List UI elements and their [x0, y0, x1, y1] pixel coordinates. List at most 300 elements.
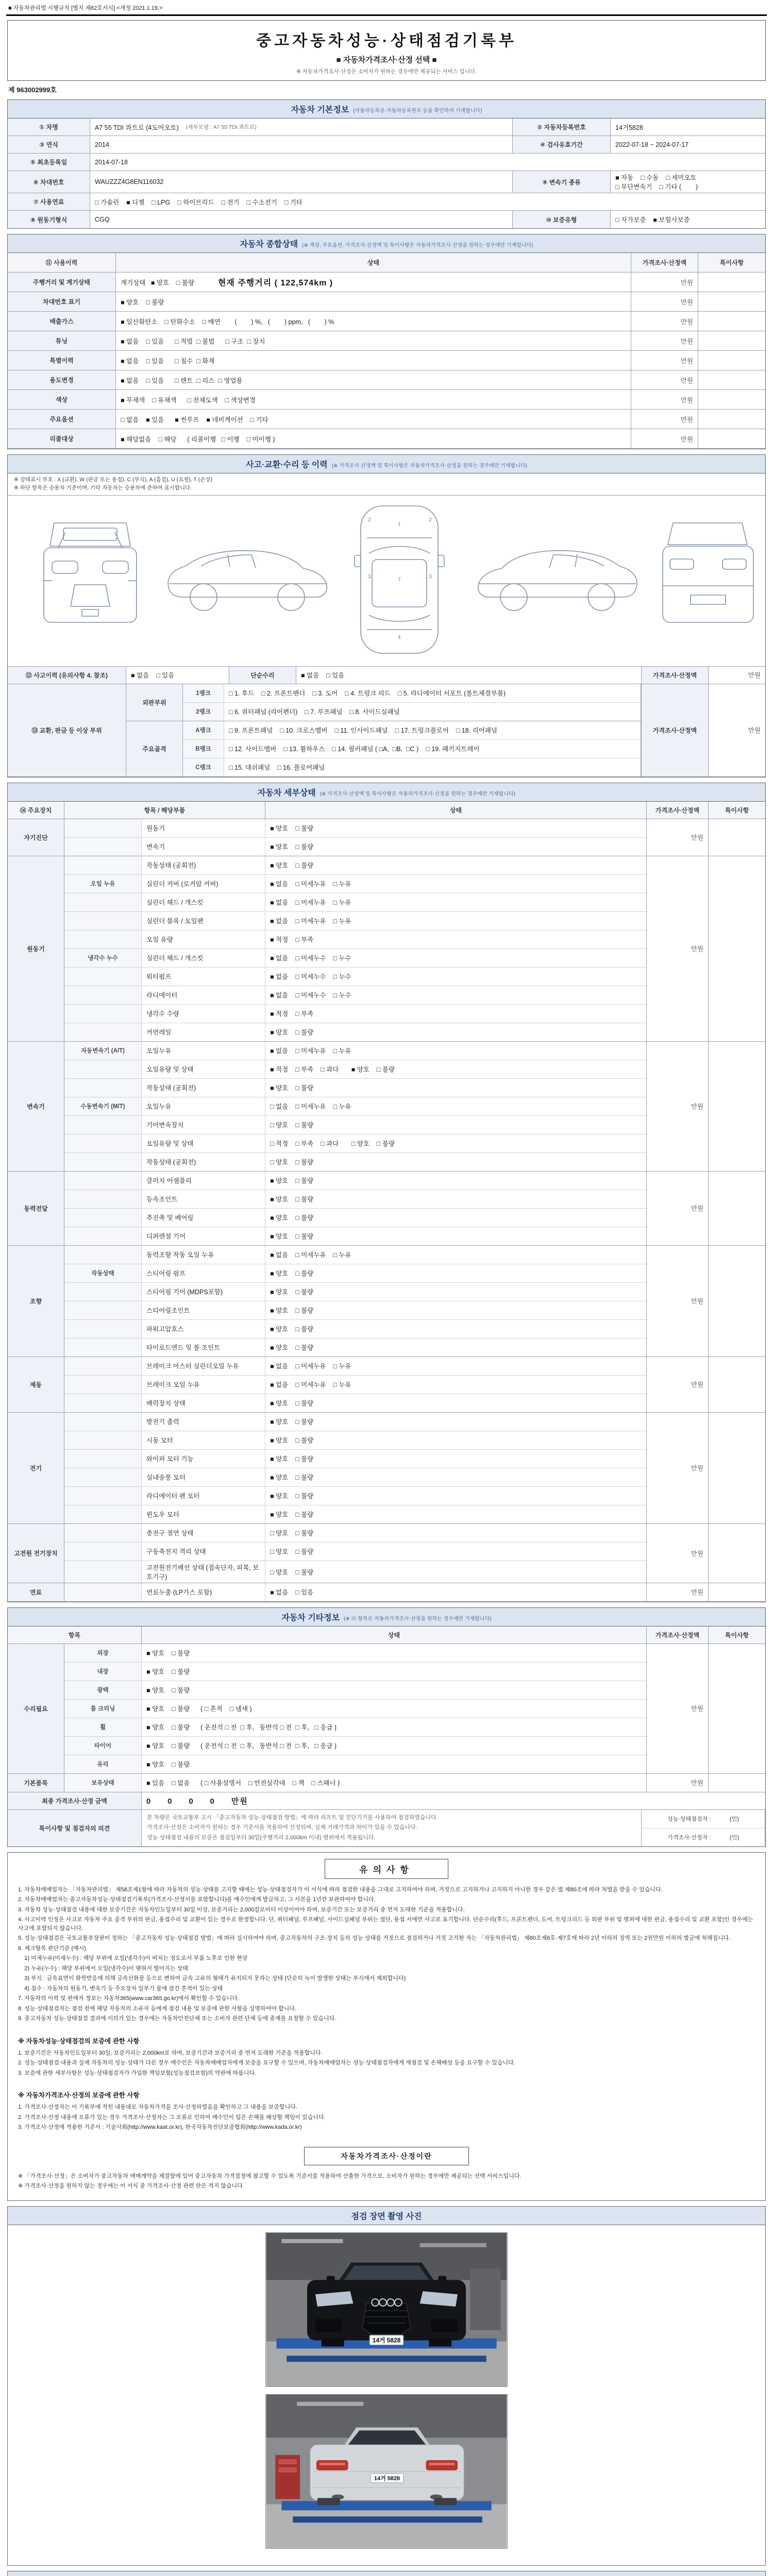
- final-price-row: [8, 1792, 765, 1810]
- status-cell[interactable]: [116, 331, 631, 350]
- price-cell: 만원: [631, 370, 698, 389]
- status-checkboxes[interactable]: ■ 없음 □ 있음: [270, 1589, 314, 1596]
- status-checkboxes[interactable]: □ 적정 □ 부족 □ 과다 □ 양호 □ 불량: [270, 1140, 395, 1147]
- note-cell: [698, 273, 765, 292]
- inspection-photo-front: [265, 2232, 508, 2387]
- table-row: [8, 193, 765, 211]
- status-checkboxes[interactable]: ■ 양호 □ 불량: [270, 1493, 314, 1500]
- status-checkboxes[interactable]: ■ 양호 □ 불량 ( 운전석 □ 전 □ 후, 동반석 □ 전 □ 후, □ 응급 ): [146, 1742, 337, 1750]
- field-label-vin: ⑥ 차대번호: [8, 171, 90, 193]
- cell-item-label: 변속기: [142, 838, 265, 856]
- car-name-text: A7 55 TDI 콰트로 (4도어오토): [95, 124, 179, 131]
- cell-item-label: 냉각수 수량: [142, 1005, 265, 1023]
- price-cell: 만원: [631, 410, 698, 429]
- status-checkboxes[interactable]: ■ 양호 □ 불량: [270, 1344, 314, 1351]
- accident-label: ⑫ 사고이력 (유의사항 4. 참조): [8, 667, 126, 684]
- note-cell: [698, 370, 765, 389]
- top-rule: [6, 14, 767, 16]
- cell-subgroup: [64, 1153, 142, 1171]
- rank-items-checkboxes[interactable]: □ 9. 프론트패널 □ 10. 크로스멤버 □ 11. 인사이드패널 □ 17. 트렁크플로어 □ 18. 리어패널: [229, 727, 498, 734]
- rank-row: [183, 703, 641, 721]
- col-header-status: 상태: [265, 802, 647, 819]
- svg-text:2: 2: [368, 517, 371, 523]
- category-label: 제동: [8, 1357, 64, 1412]
- cell-item-label: 와이퍼 모터 기능: [142, 1450, 265, 1468]
- etc-row: [64, 1681, 646, 1700]
- status-checkboxes[interactable]: ■ 없음 □ 미세누수 □ 누수: [270, 973, 351, 980]
- detail-row: [64, 1413, 646, 1431]
- detail-row: [64, 1561, 646, 1583]
- detail-row: [64, 1023, 646, 1041]
- cell-item-label: 실린더 블록 / 오일팬: [142, 912, 265, 930]
- page-title: 중고자동차성능·상태점검기록부: [256, 32, 517, 49]
- legend-line-1: ※ 상태표시 부호 : X (교환), W (판금 또는 용접), C (부식), A (흠집), U (요철), T (손상): [14, 477, 212, 483]
- price-cell: 만원: [647, 856, 709, 1041]
- section-title-text: 사고·교환·수리 등 이력: [246, 461, 328, 469]
- status-checkboxes[interactable]: ■ 양호 □ 불량: [270, 1418, 314, 1426]
- status-checkboxes[interactable]: ■ 없음 □ 미세누유 □ 누유: [270, 918, 351, 925]
- cell-subgroup: [64, 1227, 142, 1245]
- table-row: [8, 410, 765, 429]
- cell-subgroup: [64, 1524, 142, 1542]
- price-cell: 만원: [631, 390, 698, 409]
- notice-items: [8, 1883, 765, 2030]
- price-warranty-items: [8, 2100, 765, 2139]
- section-title-note: (※ 색상, 주요옵션, 가격조사·산정액 및 특이사항은 자동차가격조사·산정을 원하는 경우에만 기재합니다): [302, 243, 533, 248]
- cell-item-label: 오일유량 및 상태: [142, 1134, 265, 1153]
- cell-item-label: 브레이크 마스터 실린더오일 누유: [142, 1357, 265, 1375]
- category-rows: [64, 1042, 647, 1171]
- cell-subgroup: [64, 930, 142, 948]
- category-label: 변속기: [8, 1042, 64, 1171]
- cell-item-label: 실린더 헤드 / 개스킷: [142, 949, 265, 967]
- table-header-row: [8, 802, 765, 819]
- table-row: [8, 273, 765, 292]
- status-checkboxes[interactable]: □ 양호 □ 불량: [270, 1548, 314, 1555]
- cell-item-label: 오일누유: [142, 1042, 265, 1060]
- status-checkboxes[interactable]: ■ 해당없음 □ 해당 ( 리콜이행 □ 이행 □ 미이행 ): [121, 435, 275, 443]
- definition-line: ※ 「가격조사·산정」은 소비자가 중고자동차 매매계약을 체결함에 있어 중고자동차 가격결정에 참고할 수 있도록 기준서를 적용하여 산출한 가격으로, 소비자가 원하는 경우에만 제공되는 선택 서비스입니다.: [18, 2173, 522, 2179]
- status-checkboxes[interactable]: □ 없음 □ 미세누유 □ 누유: [270, 1103, 351, 1110]
- frame-group-label: 주요골격: [126, 721, 183, 776]
- notice-item: 1. 보증기간은 자동차인도일부터 30일, 보증거리는 2,000km로 하며, 보증기간과 보증거리 중 먼저 도래한 기준을 적용합니다.: [18, 2049, 323, 2056]
- table-row: [8, 154, 765, 171]
- row-label: 주행거리 및 계기상태: [8, 273, 116, 292]
- note-cell: [698, 429, 765, 448]
- status-checkboxes[interactable]: ■ 없음 □ 미세누수 □ 누수: [270, 955, 351, 962]
- detail-row: [64, 1264, 646, 1283]
- note-cell: [698, 410, 765, 429]
- rank-label: C랭크: [183, 758, 224, 776]
- status-checkboxes[interactable]: □ 양호 □ 불량: [270, 1122, 314, 1129]
- status-checkboxes[interactable]: ■ 적정 □ 부족 □ 과다 ■ 양호 □ 불량: [270, 1066, 395, 1073]
- price-cell: 만원: [647, 1172, 709, 1245]
- cell-item-label: 구동축전지 격리 상태: [142, 1543, 265, 1561]
- col-header-status: 상태: [142, 1626, 647, 1643]
- note-cell: [709, 856, 765, 1041]
- definition-line: ※ 가격조사·산정을 원하지 않는 경우에는 이 서식 중 가격조사·산정 관련 란은 적지 않습니다.: [18, 2183, 244, 2189]
- cell-item-label: 휠: [64, 1718, 142, 1736]
- cell-item-label: 타이로드엔드 및 볼 조인트: [142, 1338, 265, 1357]
- cell-item-label: 연료누출 (LP가스 포함): [142, 1583, 265, 1601]
- status-checkboxes[interactable]: □ 양호 □ 불량: [270, 1159, 314, 1166]
- section-title-note: (자동차등록증·자동차등록원부 등을 확인하여 기재합니다): [353, 108, 482, 114]
- notice-item: 1) 미세누유(미세누수) : 해당 부위에 오일(냉각수)이 비치는 정도로서 부품 노후로 인한 현상: [18, 1955, 248, 1961]
- accident-status-row: [8, 667, 765, 684]
- panel-groups: [126, 684, 642, 776]
- price-appraisal-definition-title: 자동차가격조사·산정이란: [304, 2147, 469, 2165]
- note-cell: [709, 819, 765, 856]
- svg-text:7: 7: [398, 577, 401, 583]
- status-checkboxes[interactable]: ■ 양호 □ 불량: [270, 1233, 314, 1240]
- note-cell: [698, 331, 765, 350]
- field-label-transmission: ⑨ 변속기 종류: [513, 171, 611, 193]
- cell-subgroup: 자동변속기 (A/T): [64, 1042, 142, 1060]
- status-cell[interactable]: [116, 429, 631, 448]
- notice-item: 3. 보증에 관한 세부사항은 성능·상태점검자가 가입한 책임보험(성능점검보험)의 약관에 따릅니다.: [18, 2070, 257, 2076]
- front-view-diagram: [44, 523, 137, 622]
- outer-group-label: 외판부위: [126, 684, 183, 721]
- cell-item-label: 실내송풍 모터: [142, 1468, 265, 1486]
- col-header-device: ⑭ 주요장치: [8, 802, 64, 819]
- notice-item: 9. 중고자동차 성능·상태점검 결과에 이의가 있는 경우에는 자동차안전단체 또는 소비자 관련 단체 등에 중재를 요청할 수 있습니다.: [18, 2015, 337, 2022]
- section-title-text: 자동차 종합상태: [240, 240, 298, 249]
- cell-subgroup: [64, 1376, 142, 1394]
- cell-item-label: 내장: [64, 1663, 142, 1681]
- status-checkboxes[interactable]: ■ 양호 □ 불량: [270, 1400, 314, 1407]
- status-checkboxes[interactable]: ■ 없음 □ 미세누유 □ 누유: [270, 1251, 351, 1259]
- cell-item-label: 클러치 어셈블리: [142, 1172, 265, 1190]
- notice-item: 1. 가격조사·산정자는 이 기록부에 적힌 내용대로 자동차가격을 조사·산정하였음을 확인하고 그 내용을 보증합니다.: [18, 2104, 297, 2110]
- section-title-signature: [8, 2571, 765, 2576]
- row-label: 특별이력: [8, 351, 116, 370]
- note-cell: [709, 1042, 765, 1171]
- detail-row: [64, 1450, 646, 1468]
- cell-item-label: 작동상태 (공회전): [142, 1079, 265, 1097]
- inspection-photo-rear: [265, 2394, 508, 2549]
- cell-subgroup: [64, 1209, 142, 1227]
- transmission-checkboxes[interactable]: ■ 자동 □ 수동 □ 세미오토: [615, 174, 697, 181]
- rank-label: 2랭크: [183, 703, 224, 721]
- transmission-checkboxes-2[interactable]: □ 무단변속기 □ 기타 ( ): [615, 183, 698, 191]
- status-checkboxes[interactable]: ■ 양호 □ 불량: [146, 1650, 190, 1657]
- section-title-text: 점검 장면 촬영 사진: [351, 2212, 422, 2221]
- cell-item-label: 워터펌프: [142, 968, 265, 986]
- cell-subgroup: 오일 누유: [64, 875, 142, 893]
- table-row: [8, 292, 765, 312]
- status-checkboxes[interactable]: ■ 양호 □ 불량: [270, 1029, 314, 1036]
- simple-repair-checkboxes[interactable]: ■ 없음 □ 있음: [296, 667, 642, 684]
- category-rows: [64, 1357, 647, 1412]
- vehicle-damage-diagram: [10, 500, 763, 659]
- notice-item: 1. 자동차매매업자는 「자동차관리법」 제58조제1항에 따라 자동차의 성능·상태를 고지할 때에는 성능·상태점검자가 이 서식에 따라 점검한 내용을 그대로 고지하여야 하며, 거짓으로 고지하거나 고지하지 아니한 경우 같은 법 제80조에 따라 처벌을 받을 수 있습니다.: [18, 1886, 663, 1893]
- warranty-notice-items: [8, 2046, 765, 2084]
- status-checkboxes[interactable]: ■ 양호 □ 불량: [146, 1687, 190, 1694]
- outer-rows: [183, 684, 641, 721]
- note-cell: [698, 390, 765, 409]
- cell-subgroup: [64, 1394, 142, 1412]
- etc-row: [64, 1755, 646, 1773]
- svg-text:3: 3: [429, 573, 432, 580]
- status-checkboxes[interactable]: ■ 양호 □ 불량: [270, 1474, 314, 1481]
- fuel-checkboxes[interactable]: □ 가솔린 ■ 디젤 □ LPG □ 하이브리드 □ 전기 □ 수소전기 □ 기타: [95, 198, 303, 206]
- warranty-type-checkboxes[interactable]: □ 자가보증 ■ 보험사보증: [615, 216, 690, 224]
- detail-row: [64, 1283, 646, 1301]
- status-checkboxes[interactable]: ■ 양호 □ 불량: [270, 1177, 314, 1184]
- cell-item-label: 보유상태: [64, 1774, 142, 1792]
- cell-subgroup: [64, 819, 142, 837]
- detail-row: [64, 819, 646, 838]
- section-title-text: 자동차 세부상태: [258, 788, 316, 798]
- status-cell[interactable]: [116, 370, 631, 389]
- cell-item-label: 등속조인트: [142, 1190, 265, 1208]
- status-cell[interactable]: [116, 312, 631, 331]
- detail-row: [64, 1097, 646, 1116]
- price-cell: 만원: [631, 292, 698, 311]
- price-cell: 만원: [647, 1042, 709, 1171]
- note-cell: [709, 1774, 765, 1792]
- status-checkboxes[interactable]: ■ 양호 □ 불량: [121, 298, 164, 306]
- section-title-note: (※ 가격조사·산정액 및 특이사항은 자동차가격조사·산정을 원하는 경우에만 기재합니다): [331, 463, 527, 469]
- svg-text:1: 1: [398, 521, 401, 527]
- status-cell[interactable]: [116, 390, 631, 409]
- col-header-note: 특이사항: [698, 253, 765, 272]
- cell-subgroup: [64, 1190, 142, 1208]
- svg-text:3: 3: [368, 573, 371, 580]
- cell-item-label: 광택: [64, 1681, 142, 1699]
- cell-subgroup: [64, 1301, 142, 1319]
- cell-item-label: 원동기: [142, 819, 265, 837]
- document-number: 제 963002999호: [8, 86, 57, 94]
- note-cell: [709, 1357, 765, 1412]
- etc-basic-items-group: [8, 1774, 765, 1792]
- cell-item-label: 라디에이터 팬 모터: [142, 1487, 265, 1505]
- status-checkboxes[interactable]: ■ 양호 □ 불량: [270, 1326, 314, 1333]
- field-value-car-name: [90, 118, 513, 135]
- opinion-line: 가격조사·산정은 소비자가 원하는 경우 기준서를 적용하여 산정되며, 실제 거래가격과 차이가 있을 수 있습니다.: [147, 1824, 417, 1831]
- detail-row: [64, 1301, 646, 1320]
- etc-row: [64, 1663, 646, 1681]
- cell-item-label: 충전구 절연 상태: [142, 1524, 265, 1542]
- status-checkboxes[interactable]: ■ 없음 □ 미세누유 □ 누유: [270, 1363, 351, 1370]
- status-checkboxes[interactable]: ■ 양호 □ 불량: [270, 1084, 314, 1092]
- cell-subgroup: [64, 1060, 142, 1078]
- cell-subgroup: [64, 1561, 142, 1583]
- rear-view-diagram: [663, 523, 753, 622]
- status-cell[interactable]: [116, 351, 631, 370]
- price-cell: 만원: [647, 1357, 709, 1412]
- detail-row: [64, 1209, 646, 1227]
- detail-row: [64, 1246, 646, 1264]
- status-checkboxes[interactable]: ■ 무채색 □ 유채색 □ 전체도색 □ 색상변경: [121, 396, 256, 404]
- status-checkboxes[interactable]: ■ 양호 □ 불량: [270, 843, 314, 851]
- cell-subgroup: [64, 856, 142, 874]
- license-plate-number: 14거 5828: [372, 2336, 401, 2344]
- cell-item-label: 오일유량 및 상태: [142, 1060, 265, 1078]
- odometer-value: 현재 주행거리 ( 122,574km ): [217, 279, 333, 287]
- warranty-notice-title: ※ 자동차성능·상태점검의 보증에 관한 사항: [18, 2037, 140, 2045]
- cell-subgroup: [64, 1543, 142, 1561]
- photo-area: [8, 2225, 765, 2565]
- status-checkboxes[interactable]: ■ 양호 □ 불량: [270, 1511, 314, 1518]
- notice-item: 2. 성능·상태점검 내용과 실제 자동차의 성능·상태가 다른 경우 매수인은 자동차매매업자에게 보증을 요구할 수 있으며, 자동차매매업자는 성능·상태점검자에게 재점검 및 손해배상 등을 요구할 수 있습니다.: [18, 2060, 515, 2066]
- notice-item: 6. 체크항목 판단기준 (예시): [18, 1945, 86, 1952]
- note-cell: [709, 1644, 765, 1773]
- col-header-price: 가격조사·산정액: [647, 1626, 709, 1643]
- detail-category-electric: [8, 1413, 765, 1524]
- cell-item-label: 기어변속장치: [142, 1116, 265, 1134]
- note-cell: [698, 351, 765, 370]
- category-label: 고전원 전기장치: [8, 1524, 64, 1583]
- row-label: 차대번호 표기: [8, 292, 116, 311]
- detail-row: [64, 912, 646, 930]
- status-checkboxes[interactable]: ■ 양호 □ 불량: [146, 1761, 190, 1768]
- table-row: [8, 331, 765, 351]
- status-checkboxes[interactable]: ■ 양호 □ 불량: [146, 1668, 190, 1675]
- status-checkboxes[interactable]: ■ 없음 □ 미세누유 □ 누유: [270, 1047, 351, 1055]
- cell-subgroup: [64, 1320, 142, 1338]
- status-checkboxes[interactable]: ■ 없음 □ 있음 □ 침수 □ 화재: [121, 357, 215, 365]
- cell-subgroup: [64, 1005, 142, 1023]
- final-price-value: 0 0 0 0 만원: [146, 1797, 248, 1806]
- notice-item: 3) 부식 : 금속표면이 화학반응에 의해 금속산화물 등으로 변하여 금속 고유의 형태가 유지되지 못하는 상태 (단순히 녹이 발생한 상태는 부식에서 제외합니다): [18, 1975, 406, 1981]
- rank-label: 1랭크: [183, 684, 224, 702]
- field-value-engine-type: CGQ: [90, 211, 513, 228]
- status-checkboxes[interactable]: ■ 적정 □ 부족: [270, 936, 314, 943]
- note-cell: [709, 1413, 765, 1523]
- opinion-line: 성능·상태점검 내용의 보증은 점검일부터 30일(주행거리 2,000km 이내) 범위에서 적용됩니다.: [147, 1834, 376, 1841]
- cell-subgroup: 작동상태: [64, 1264, 142, 1282]
- status-checkboxes[interactable]: ■ 없음 □ 있음 □ 적법 □ 불법 □ 구조 □ 장치: [121, 337, 265, 345]
- cell-subgroup: [64, 1357, 142, 1375]
- price-cell: 만원: [647, 1246, 709, 1357]
- section-inspection-photos: [7, 2206, 766, 2566]
- rank-items-checkboxes[interactable]: □ 15. 대쉬패널 □ 16. 플로어패널: [229, 764, 325, 771]
- price-cell: 만원: [631, 312, 698, 331]
- frame-panel-group: [126, 721, 641, 776]
- status-checkboxes[interactable]: □ 양호 □ 불량: [270, 1530, 314, 1537]
- cell-subgroup: [64, 1338, 142, 1357]
- opinion-line: 본 차량은 국토교통부 고시 「중고자동차 성능·상태점검 방법」에 따라 리프트 및 진단기기를 사용하여 점검하였습니다.: [147, 1815, 438, 1821]
- table-row: [8, 390, 765, 410]
- status-checkboxes[interactable]: ■ 양호 □ 불량: [270, 1437, 314, 1444]
- status-checkboxes[interactable]: □ 없음 ■ 있음 ■ 썬루프 ■ 네비게이션 □ 기타: [121, 416, 268, 423]
- document-page: [6, 0, 767, 2576]
- opinion-row: [8, 1810, 765, 1846]
- rank-items-checkboxes[interactable]: □ 1. 후드 □ 2. 프론트펜더 □ 3. 도어 □ 4. 트렁크 리드 □ 5. 라디에이터 서포트 (볼트체결부품): [229, 690, 506, 697]
- status-checkboxes[interactable]: ■ 없음 □ 미세누유 □ 누유: [270, 899, 351, 906]
- simple-repair-label: 단순수리: [229, 667, 296, 684]
- status-checkboxes[interactable]: ■ 양호 □ 불량: [270, 825, 314, 832]
- status-checkboxes[interactable]: ■ 양호 □ 불량: [270, 862, 314, 869]
- row-label: 리콜대상: [8, 429, 116, 448]
- price-cell: 만원: [647, 1583, 709, 1601]
- cell-subgroup: [64, 1116, 142, 1134]
- detail-row: [64, 1376, 646, 1394]
- price-cell: 만원: [748, 672, 761, 679]
- cell-item-label: 고전원전기배선 상태 (접속단자, 피복, 보호기구): [142, 1561, 265, 1583]
- status-checkboxes[interactable]: ■ 적정 □ 부족: [270, 1010, 314, 1018]
- row-label: 색상: [8, 390, 116, 409]
- price-cell: 만원: [647, 1524, 709, 1583]
- cell-subgroup: [64, 1246, 142, 1264]
- rank-items-checkboxes[interactable]: □ 6. 쿼터패널 (리어펜더) □ 7. 루프패널 □ 8. 사이드실패널: [229, 708, 400, 716]
- status-checkboxes[interactable]: 계기상태 ■ 양호 □ 불량: [121, 279, 194, 286]
- detail-row: [64, 930, 646, 949]
- cell-item-label: 실린더 커버 (로커암 커버): [142, 875, 265, 893]
- notice-item: 8. 성능·상태점검자는 점검 전에 해당 자동차의 소유자 등에게 점검 내용 및 보증에 관한 사항을 설명하여야 합니다.: [18, 2005, 296, 2012]
- category-rows: [64, 1524, 647, 1583]
- cell-item-label: 발전기 출력: [142, 1413, 265, 1431]
- status-checkboxes[interactable]: ■ 양호 □ 불량: [270, 1270, 314, 1277]
- group-rows: [64, 1644, 647, 1773]
- status-checkboxes[interactable]: ■ 없음 □ 있음 □ 렌트 □ 리스 □ 영업용: [121, 377, 243, 384]
- table-row: [8, 118, 765, 136]
- final-price-label: 최종 가격조사·산정 금액: [8, 1792, 142, 1809]
- price-cell: 만원: [631, 351, 698, 370]
- status-cell[interactable]: [116, 410, 631, 429]
- status-checkboxes[interactable]: ■ 있음 □ 없음 ( □ 사용설명서 □ 안전삼각대 □ 잭 □ 스패너 ): [146, 1780, 340, 1787]
- status-checkboxes[interactable]: □ 양호 □ 불량: [270, 1568, 314, 1576]
- status-checkboxes[interactable]: ■ 일산화탄소 □ 탄화수소 □ 매연 ( ) %, ( ) ppm, ( ) %: [121, 318, 334, 326]
- table-row: [8, 429, 765, 449]
- signer-cells: [642, 1810, 765, 1846]
- detail-category-powertrain: [8, 1172, 765, 1246]
- status-checkboxes[interactable]: ■ 양호 □ 불량 ( □ 흔적 □ 냄새 ): [146, 1705, 252, 1713]
- cell-subgroup: [64, 1450, 142, 1468]
- status-checkboxes[interactable]: ■ 없음 □ 미세누유 □ 누유: [270, 1381, 351, 1388]
- price-cell: 만원: [631, 429, 698, 448]
- accident-checkboxes[interactable]: ■ 없음 □ 있음: [126, 667, 229, 684]
- category-rows: [64, 1246, 647, 1357]
- section-signature: [7, 2571, 766, 2576]
- frame-rows: [183, 721, 641, 776]
- note-cell: [698, 292, 765, 311]
- detail-category-transmission: [8, 1042, 765, 1172]
- status-cell[interactable]: [116, 292, 631, 311]
- status-checkboxes[interactable]: ■ 양호 □ 불량 ( 운전석 □ 전 □ 후, 동반석 □ 전 □ 후, □ 응급 ): [146, 1724, 337, 1731]
- cell-item-label: 실린더 헤드 / 개스킷: [142, 893, 265, 911]
- col-header-item: 항목 / 해당부품: [64, 802, 265, 819]
- status-checkboxes[interactable]: ■ 양호 □ 불량: [270, 1214, 314, 1222]
- section-title-text: 자동차 기타정보: [281, 1613, 340, 1622]
- cell-subgroup: 수동변속기 (M/T): [64, 1097, 142, 1115]
- rank-items-checkboxes[interactable]: □ 12. 사이드멤버 □ 13. 휠하우스 □ 14. 필러패널 ( □A, □B, □C ) □ 19. 패키지트레이: [229, 745, 480, 753]
- section-title-history: [8, 455, 765, 473]
- field-value-transmission[interactable]: [611, 171, 765, 193]
- category-rows: [64, 1583, 647, 1601]
- field-value-first-reg: 2014-07-18: [95, 158, 128, 166]
- status-checkboxes[interactable]: ■ 양호 □ 불량: [270, 1307, 314, 1314]
- status-checkboxes[interactable]: ■ 양호 □ 불량: [270, 1289, 314, 1296]
- cell-subgroup: [64, 893, 142, 911]
- category-label: 조향: [8, 1246, 64, 1357]
- status-checkboxes[interactable]: ■ 없음 □ 미세누수 □ 누수: [270, 992, 351, 999]
- status-cell[interactable]: [116, 273, 631, 292]
- status-checkboxes[interactable]: ■ 양호 □ 불량: [270, 1196, 314, 1203]
- detail-row: [64, 1543, 646, 1561]
- row-label: 배출가스: [8, 312, 116, 331]
- col-header-item: ⑪ 사용이력: [8, 253, 116, 272]
- status-checkboxes[interactable]: ■ 양호 □ 불량: [270, 1455, 314, 1463]
- price-cell: 만원: [647, 1774, 709, 1792]
- price-cell: 만원: [748, 727, 761, 734]
- detail-row: [64, 875, 646, 893]
- category-rows: [64, 856, 647, 1041]
- row-label: 주요옵션: [8, 410, 116, 429]
- status-checkboxes[interactable]: ■ 없음 □ 미세누유 □ 누유: [270, 880, 351, 888]
- table-row: [8, 136, 765, 154]
